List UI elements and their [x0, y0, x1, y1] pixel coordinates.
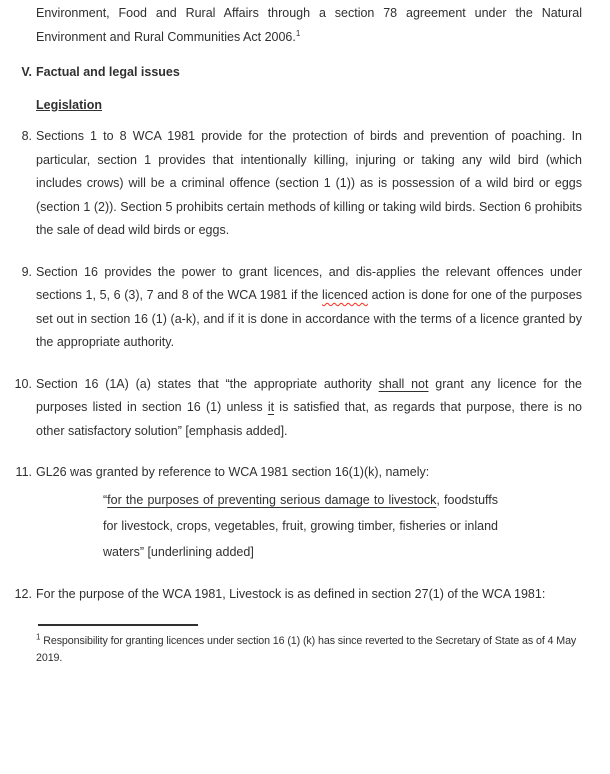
- text-segment-sup: 1: [36, 632, 41, 642]
- item-number: 9.: [21, 264, 32, 279]
- text-segment-sup: 1: [295, 28, 301, 38]
- text-segment-underline: shall not: [378, 376, 429, 391]
- list-item-8: [21, 125, 582, 243]
- section-heading: [21, 61, 582, 85]
- item-text: [36, 125, 582, 243]
- item-number: 8.: [21, 129, 32, 143]
- footnote: [36, 633, 582, 667]
- item-text: [36, 373, 582, 444]
- text-segment-underline: for the purposes of preventing serious damage to livestock: [107, 492, 437, 507]
- list-item-9: [21, 261, 583, 355]
- footnote-separator: [38, 624, 198, 626]
- text-segment: action is done for one of the purposes set out in section 16 (1) (a-k), and if it is done in accordance with the terms of a licence granted by the appropriate authority.: [36, 288, 583, 349]
- paragraph-continuation: [36, 2, 582, 49]
- text-segment-spellcheck: licenced: [322, 288, 368, 302]
- list-item-10: [14, 373, 582, 444]
- item-text: [36, 583, 582, 607]
- text-segment: “: [103, 492, 108, 507]
- text-segment: grant any licence for the purposes listed in section 16 (1) unless: [36, 376, 582, 414]
- list-item-12: [14, 583, 582, 607]
- text-segment: is satisfied that, as regards that purpose, there is no other satisfactory solution” [emphasis added].: [36, 400, 582, 438]
- text-segment: , foodstuffs for livestock, crops, vegetables, fruit, growing timber, fisheries or inland waters” [underlining added]: [103, 492, 499, 559]
- block-quote: [103, 487, 498, 565]
- item-number: 12.: [14, 586, 32, 601]
- section-heading-title: Factual and legal issues: [36, 65, 180, 79]
- text-segment: Section 16 (1A) (a) states that “the appropriate authority: [36, 376, 379, 391]
- subheading-legislation: Legislation: [36, 97, 102, 112]
- text-segment: For the purpose of the WCA 1981, Livestock is as defined in section 27(1) of the WCA 1981:: [36, 586, 546, 601]
- item-text: [36, 261, 582, 355]
- list-item-11: [15, 461, 582, 565]
- text-segment-underline: it: [267, 400, 275, 414]
- item-text: [36, 461, 582, 485]
- item-number: 11.: [15, 465, 32, 479]
- text-segment: Responsibility for granting licences under section 16 (1) (k) has since reverted to the Secretary of State as of 4 May 2019.: [36, 635, 577, 664]
- section-heading-number: V.: [21, 65, 32, 79]
- text-segment: GL26 was granted by reference to WCA 1981 section 16(1)(k), namely:: [36, 465, 430, 479]
- item-number: 10.: [14, 376, 32, 391]
- text-segment: Environment, Food and Rural Affairs through a section 78 agreement under the Natural Environment and Rural Communities Act 2006.: [36, 6, 582, 44]
- text-segment: Sections 1 to 8 WCA 1981 provide for the protection of birds and prevention of poaching. In particular, section 1 provides that intentionally killing, injuring or taking any wild bird (which includes crows) will be a criminal offence (section 1 (1)) as is possession of a wild bird or eggs (section 1 (2)). Section 5 prohibits certain methods of killing or taking wild birds. Section 6 prohibits the sale of dead wild birds or eggs.: [36, 129, 582, 237]
- text-segment: Section 16 provides the power to grant licences, and dis-applies the relevant offences under sections 1, 5, 6 (3), 7 and 8 of the WCA 1981 if the: [36, 264, 582, 302]
